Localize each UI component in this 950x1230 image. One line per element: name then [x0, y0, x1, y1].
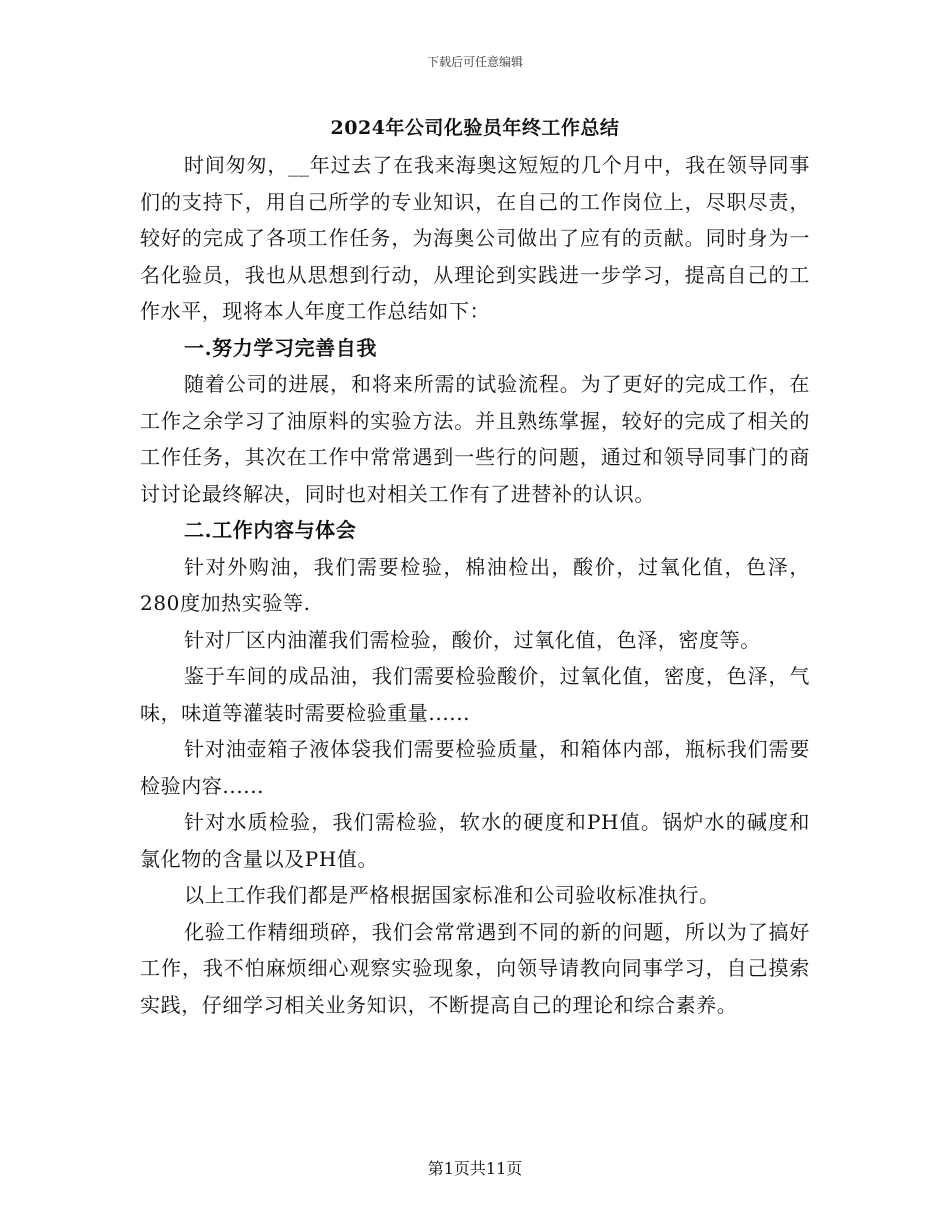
section2-paragraph-2: 针对厂区内油灌我们需检验，酸价，过氧化值，色泽，密度等。: [184, 627, 761, 652]
section2-paragraph-3: 鉴于车间的成品油，我们需要检验酸价，过氧化值，密度，色泽，气味，味道等灌装时需要检验重量......: [140, 664, 810, 725]
document-title: 2024年公司化验员年终工作总结: [330, 117, 620, 139]
section2-paragraph-4: 针对油壶箱子液体袋我们需要检验质量，和箱体内部，瓶标我们需要检验内容......: [140, 737, 810, 798]
section1-paragraph-1: 随着公司的进展，和将来所需的试验流程。为了更好的完成工作，在工作之余学习了油原料的实验方法。并且熟练掌握，较好的完成了相关的工作任务，其次在工作中常常遇到一些行的问题，通过和领导同事门的商讨讨论最终解决，同时也对相关工作有了进替补的认识。: [140, 372, 810, 506]
page-number: 第1页共11页: [427, 1159, 523, 1178]
intro-paragraph: 时间匆匆，__年过去了在我来海奥这短短的几个月中，我在领导同事们的支持下，用自己所学的专业知识，在自己的工作岗位上，尽职尽责，较好的完成了各项工作任务，为海奥公司做出了应有的贡献。同时身为一名化验员，我也从思想到行动，从理论到实践进一步学习，提高自己的工作水平，现将本人年度工作总结如下：: [140, 153, 810, 323]
section-heading-2: 二.工作内容与体会: [184, 518, 357, 542]
section2-paragraph-5: 针对水质检验，我们需检验，软水的硬度和PH值。锅炉水的碱度和氯化物的含量以及PH值。: [140, 810, 810, 871]
document-body: [140, 147, 810, 1023]
section2-paragraph-7: 化验工作精细琐碎，我们会常常遇到不同的新的问题，所以为了搞好工作，我不怕麻烦细心观察实验现象，向领导请教向同事学习，自己摸索实践，仔细学习相关业务知识，不断提高自己的理论和综合素养。: [140, 919, 810, 1017]
section2-paragraph-6: 以上工作我们都是严格根据国家标准和公司验收标准执行。: [184, 883, 720, 907]
section-heading-1: 一.努力学习完善自我: [184, 335, 377, 360]
section2-paragraph-1: 针对外购油，我们需要检验，棉油检出，酸价，过氧化值，色泽，280度加热实验等.: [140, 554, 810, 615]
header-note: 下载后可任意编辑: [426, 55, 523, 69]
